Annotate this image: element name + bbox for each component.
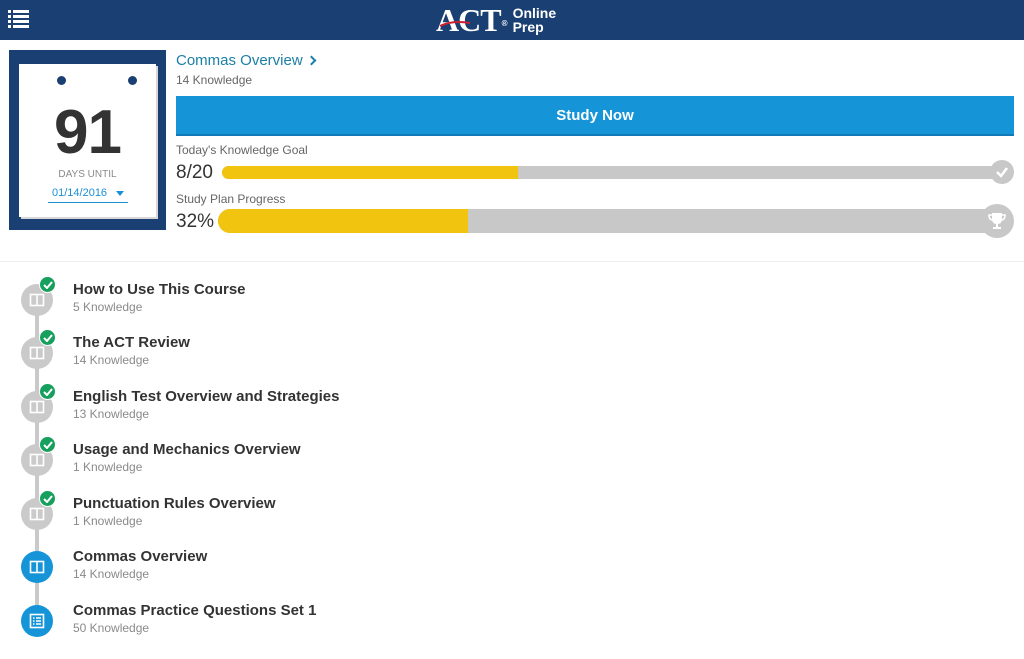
goal-value: 8/20: [176, 162, 213, 183]
study-now-button[interactable]: Study Now: [176, 96, 1014, 136]
course-item-title[interactable]: Usage and Mechanics Overview: [73, 441, 301, 458]
course-item-title[interactable]: Commas Practice Questions Set 1: [73, 602, 317, 619]
completed-check-icon: [39, 436, 56, 453]
course-item-title[interactable]: Punctuation Rules Overview: [73, 495, 276, 512]
plan-progress-fill: [218, 209, 468, 233]
course-item-title[interactable]: English Test Overview and Strategies: [73, 388, 340, 405]
course-item-title[interactable]: The ACT Review: [73, 334, 190, 351]
calendar-ring-icon: [128, 76, 137, 85]
days-until-count: 91: [54, 98, 121, 167]
logo-subtitle: Online Prep: [512, 5, 557, 35]
course-item-knowledge: 1 Knowledge: [73, 460, 143, 474]
act-online-prep-logo: [436, 3, 556, 37]
caret-down-icon: [116, 191, 124, 196]
course-item-knowledge: 13 Knowledge: [73, 407, 150, 421]
course-item-title[interactable]: How to Use This Course: [73, 281, 246, 298]
logo-act-text: ACT ®: [436, 2, 507, 38]
course-item-knowledge: 5 Knowledge: [73, 300, 143, 314]
course-item-knowledge: 14 Knowledge: [73, 353, 150, 367]
course-item[interactable]: [0, 548, 1024, 605]
completed-check-icon: [39, 276, 56, 293]
completed-check-icon: [39, 490, 56, 507]
course-item[interactable]: [0, 441, 1024, 498]
chevron-right-icon: [306, 56, 316, 66]
menu-list-icon[interactable]: [8, 9, 30, 29]
plan-label: Study Plan Progress: [176, 192, 286, 206]
calendar-ring-icon: [57, 76, 66, 85]
goal-progress-fill: [222, 166, 518, 179]
current-lesson-link[interactable]: [176, 52, 315, 69]
course-item[interactable]: [0, 334, 1024, 391]
current-lesson-knowledge: 14 Knowledge: [176, 73, 253, 87]
countdown-calendar: [9, 50, 166, 230]
course-item[interactable]: [0, 602, 1024, 659]
plan-value: 32%: [176, 211, 215, 232]
book-icon[interactable]: [21, 551, 53, 583]
goal-label: Today's Knowledge Goal: [176, 143, 308, 157]
test-date-select[interactable]: [48, 185, 128, 203]
days-until-label: DAYS UNTIL: [58, 169, 117, 180]
top-bar: [0, 0, 1024, 40]
course-item-knowledge: 14 Knowledge: [73, 567, 150, 581]
list-icon[interactable]: [21, 605, 53, 637]
current-lesson-title: Commas Overview: [176, 52, 303, 69]
completed-check-icon: [39, 329, 56, 346]
goal-progress-bar: [222, 166, 1002, 179]
course-item[interactable]: [0, 281, 1024, 338]
course-item[interactable]: [0, 388, 1024, 445]
test-date-value: 01/14/2016: [52, 187, 108, 199]
section-divider: [0, 261, 1024, 262]
course-item-knowledge: 1 Knowledge: [73, 514, 143, 528]
course-item[interactable]: [0, 495, 1024, 552]
logo-swoosh-icon: [440, 21, 470, 27]
calendar-page: [19, 64, 156, 217]
plan-progress-bar: [218, 209, 998, 233]
completed-check-icon: [39, 383, 56, 400]
course-item-title[interactable]: Commas Overview: [73, 548, 208, 565]
trophy-icon: [980, 204, 1014, 238]
checkmark-icon: [990, 160, 1014, 184]
course-item-knowledge: 50 Knowledge: [73, 621, 150, 635]
